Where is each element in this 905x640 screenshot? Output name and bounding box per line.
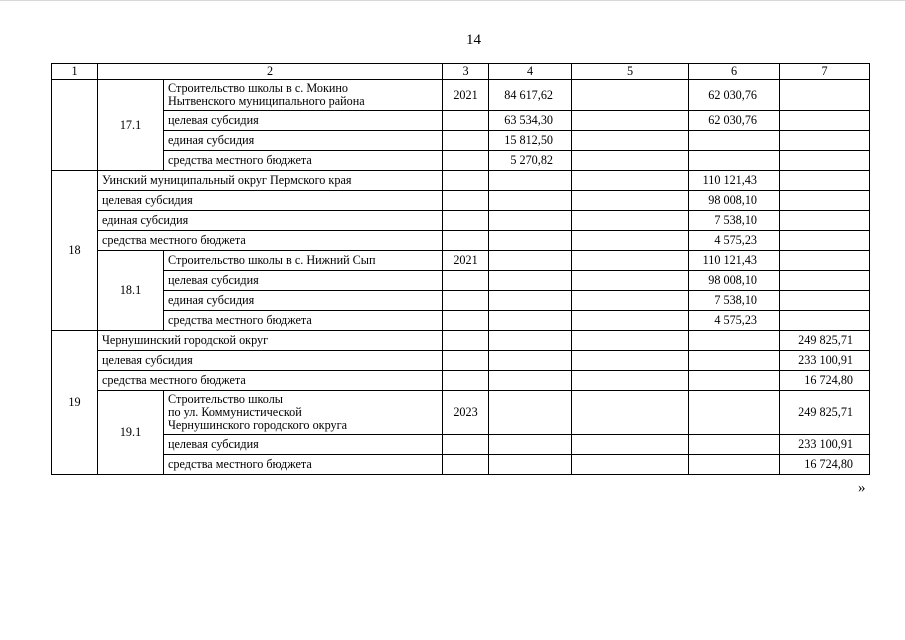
- construction-label: Строительство школы по ул. Коммунистической Чернушинского городского округа: [164, 391, 443, 435]
- table-row: [52, 191, 870, 211]
- table-row: [52, 291, 870, 311]
- table-row: [52, 231, 870, 251]
- col6-value: 98 008,10: [689, 271, 780, 291]
- table-row: [52, 151, 870, 171]
- table-row: [52, 311, 870, 331]
- sub-id-17-1: 17.1: [98, 80, 164, 171]
- row-label: средства местного бюджета: [164, 151, 443, 171]
- table-row: [52, 251, 870, 271]
- table-row: [52, 171, 870, 191]
- group-18-id: 18: [52, 171, 98, 331]
- municipality-title: Уинский муниципальный округ Пермского края: [98, 171, 443, 191]
- col4-value: 84 617,62: [489, 80, 572, 111]
- table-row: [52, 455, 870, 475]
- sub-id-18-1: 18.1: [98, 251, 164, 331]
- table-row: [52, 211, 870, 231]
- row-label: средства местного бюджета: [98, 371, 443, 391]
- col6-value: 7 538,10: [689, 211, 780, 231]
- table-row: [52, 80, 870, 111]
- construction-label: Строительство школы в с. Мокино Нытвенского муниципального района: [164, 80, 443, 111]
- row-label: единая субсидия: [98, 211, 443, 231]
- col7-value: 16 724,80: [780, 371, 870, 391]
- col6-value: 4 575,23: [689, 311, 780, 331]
- row-label: целевая субсидия: [98, 351, 443, 371]
- header-row: [52, 64, 870, 80]
- header-col-1: 1: [52, 64, 98, 80]
- col7-value: 233 100,91: [780, 351, 870, 371]
- page-number: 14: [466, 32, 481, 48]
- col7-value: 249 825,71: [780, 331, 870, 351]
- col5-value: [572, 80, 689, 111]
- col6-value: 62 030,76: [689, 111, 780, 131]
- header-col-6: 6: [689, 64, 780, 80]
- row-label: единая субсидия: [164, 131, 443, 151]
- row-label: средства местного бюджета: [164, 311, 443, 331]
- col6-value: 110 121,43: [689, 251, 780, 271]
- row-label: средства местного бюджета: [98, 231, 443, 251]
- col7-value: [780, 80, 870, 111]
- col4-value: 5 270,82: [489, 151, 572, 171]
- col6-value: 110 121,43: [689, 171, 780, 191]
- row-label: целевая субсидия: [164, 111, 443, 131]
- header-col-2: 2: [98, 64, 443, 80]
- municipality-title: Чернушинский городской округ: [98, 331, 443, 351]
- col6-value: 7 538,10: [689, 291, 780, 311]
- row-label: средства местного бюджета: [164, 455, 443, 475]
- col6-value: 4 575,23: [689, 231, 780, 251]
- page-top-edge: [0, 0, 905, 1]
- table-row: [52, 331, 870, 351]
- year-cell: 2023: [443, 391, 489, 435]
- row-label: целевая субсидия: [164, 271, 443, 291]
- table-row: [52, 111, 870, 131]
- year-cell: 2021: [443, 80, 489, 111]
- table-row: [52, 131, 870, 151]
- col7-value: 249 825,71: [780, 391, 870, 435]
- col6-value: 98 008,10: [689, 191, 780, 211]
- col7-value: 233 100,91: [780, 435, 870, 455]
- table-row: [52, 371, 870, 391]
- table-row: [52, 271, 870, 291]
- header-col-5: 5: [572, 64, 689, 80]
- row-label: целевая субсидия: [164, 435, 443, 455]
- header-col-4: 4: [489, 64, 572, 80]
- row-label: целевая субсидия: [98, 191, 443, 211]
- col6-value: 62 030,76: [689, 80, 780, 111]
- sub-id-19-1: 19.1: [98, 391, 164, 475]
- year-cell: 2021: [443, 251, 489, 271]
- table-row: [52, 391, 870, 435]
- table-row: [52, 351, 870, 371]
- header-col-7: 7: [780, 64, 870, 80]
- table-row: [52, 435, 870, 455]
- col4-value: 15 812,50: [489, 131, 572, 151]
- col7-value: 16 724,80: [780, 455, 870, 475]
- construction-label: Строительство школы в с. Нижний Сып: [164, 251, 443, 271]
- subsidy-table: [51, 63, 870, 475]
- group-19-id: 19: [52, 331, 98, 475]
- header-col-3: 3: [443, 64, 489, 80]
- closing-quote: »: [858, 480, 866, 496]
- col4-value: 63 534,30: [489, 111, 572, 131]
- row-label: единая субсидия: [164, 291, 443, 311]
- group-17-cell: [52, 80, 98, 171]
